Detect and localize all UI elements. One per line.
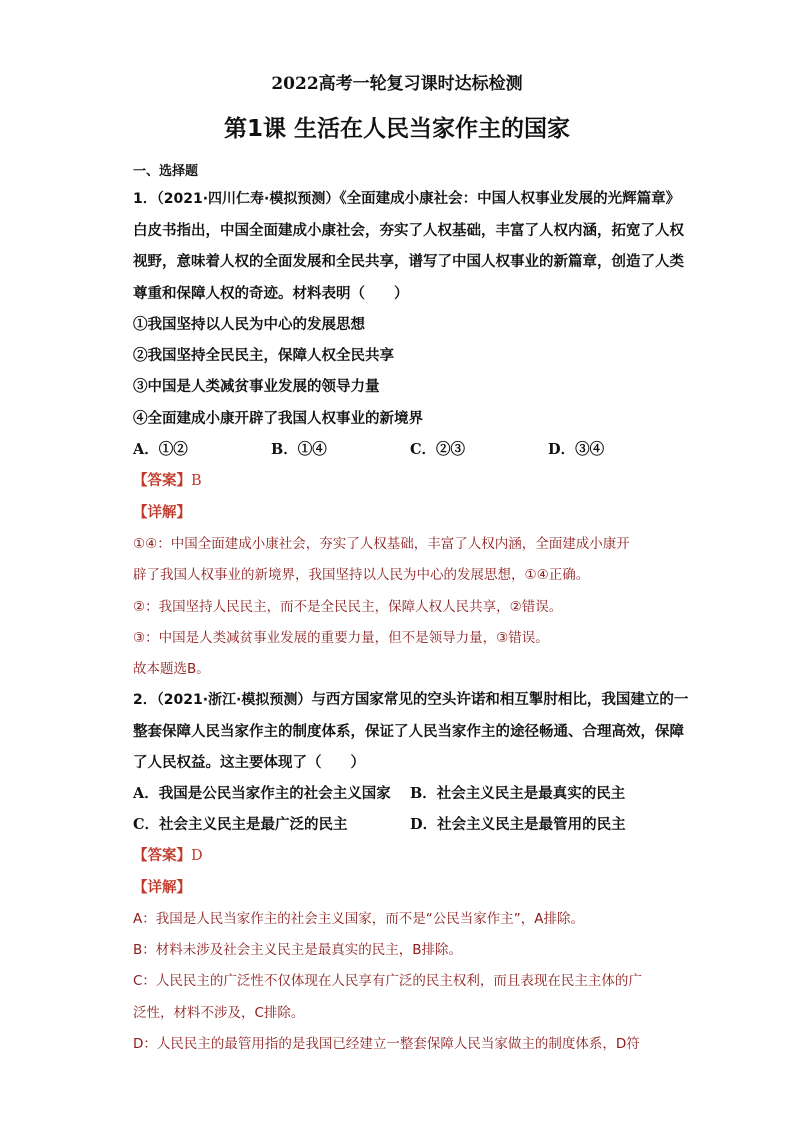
question-2-number: 2． — [133, 692, 157, 708]
question-1-explain-1: ①④：中国全面建成小康社会，夯实了人权基础，丰富了人权内涵，全面建成小康开 — [133, 536, 630, 552]
question-1-item-2: ②我国坚持全民民主，保障人权全民共享 — [133, 347, 394, 364]
question-1-explain-2: 辟了我国人权事业的新境界，我国坚持以人民为中心的发展思想，①④正确。 — [133, 567, 590, 583]
answer-tag: 【答案】 — [133, 847, 191, 864]
question-1-line-1: 1．（2021·四川仁寿·模拟预测）《全面建成小康社会：中国人权事业发展的光辉篇章》 — [133, 190, 681, 207]
question-1-explain-3: ②：我国坚持人民民主，而不是全民民主，保障人权人民共享，②错误。 — [133, 599, 563, 615]
question-2-explain-4: 泛性，材料不涉及，C排除。 — [133, 1005, 305, 1021]
question-1-line-4: 尊重和保障人权的奇迹。材料表明（ ） — [133, 285, 409, 302]
question-1-answer — [133, 471, 202, 491]
answer-value: D — [191, 848, 203, 864]
answer-tag: 【答案】 — [133, 472, 191, 489]
question-2-line-2: 整套保障人民当家作主的制度体系，保证了人民当家作主的途径畅通、合理高效，保障 — [133, 723, 684, 740]
question-2-explain-tag: 【详解】 — [133, 879, 191, 896]
question-1-line-3: 视野，意味着人权的全面发展和全民共享，谱写了中国人权事业的新篇章，创造了人类 — [133, 253, 684, 270]
question-2-explain-3: C：人民民主的广泛性不仅体现在人民享有广泛的民主权利，而且表现在民主主体的广 — [133, 973, 642, 989]
question-1-option-b: B．①④ — [271, 441, 327, 458]
question-2-answer — [133, 846, 203, 866]
question-1-conclusion: 故本题选B。 — [133, 661, 210, 677]
document-title: 2022高考一轮复习课时达标检测 — [271, 74, 523, 94]
section-label: 一、选择题 — [133, 164, 199, 179]
question-2-explain-1: A：我国是人民当家作主的社会主义国家，而不是“公民当家作主”，A排除。 — [133, 911, 584, 927]
lesson-title: 第1课 生活在人民当家作主的国家 — [223, 116, 570, 142]
question-2-option-d: D．社会主义民主是最管用的民主 — [410, 816, 626, 833]
question-2-explain-5: D：人民民主的最管用指的是我国已经建立一整套保障人民当家做主的制度体系，D符 — [133, 1036, 640, 1052]
question-2-option-b: B．社会主义民主是最真实的民主 — [410, 785, 626, 802]
question-1-source: （2021·四川仁寿·模拟预测） — [156, 191, 340, 207]
question-2-option-a: A．我国是公民当家作主的社会主义国家 — [133, 785, 391, 802]
question-2-option-c: C．社会主义民主是最广泛的民主 — [133, 816, 348, 833]
answer-value: B — [191, 473, 202, 489]
question-1-item-4: ④全面建成小康开辟了我国人权事业的新境界 — [133, 410, 423, 427]
question-1-option-a: A．①② — [133, 441, 188, 458]
question-1-line-2: 白皮书指出，中国全面建成小康社会，夯实了人权基础，丰富了人权内涵，拓宽了人权 — [133, 222, 684, 239]
question-2-explain-2: B：材料未涉及社会主义民主是最真实的民主，B排除。 — [133, 942, 463, 958]
question-1-explain-4: ③：中国是人类减贫事业发展的重要力量，但不是领导力量，③错误。 — [133, 630, 549, 646]
question-1-number: 1． — [133, 191, 157, 207]
question-2-line-3: 了人民权益。这主要体现了（ ） — [133, 754, 365, 771]
question-1-item-1: ①我国坚持以人民为中心的发展思想 — [133, 316, 365, 333]
question-1-explain-tag: 【详解】 — [133, 504, 191, 521]
question-2-source: （2021·浙江·模拟预测） — [156, 692, 312, 708]
question-1-option-d: D．③④ — [548, 441, 605, 458]
question-1-item-3: ③中国是人类减贫事业发展的领导力量 — [133, 378, 380, 395]
question-2-line-1: 2．（2021·浙江·模拟预测）与西方国家常见的空头许诺和相互掣肘相比，我国建立的一 — [133, 691, 689, 708]
question-1-option-c: C．②③ — [410, 441, 466, 458]
